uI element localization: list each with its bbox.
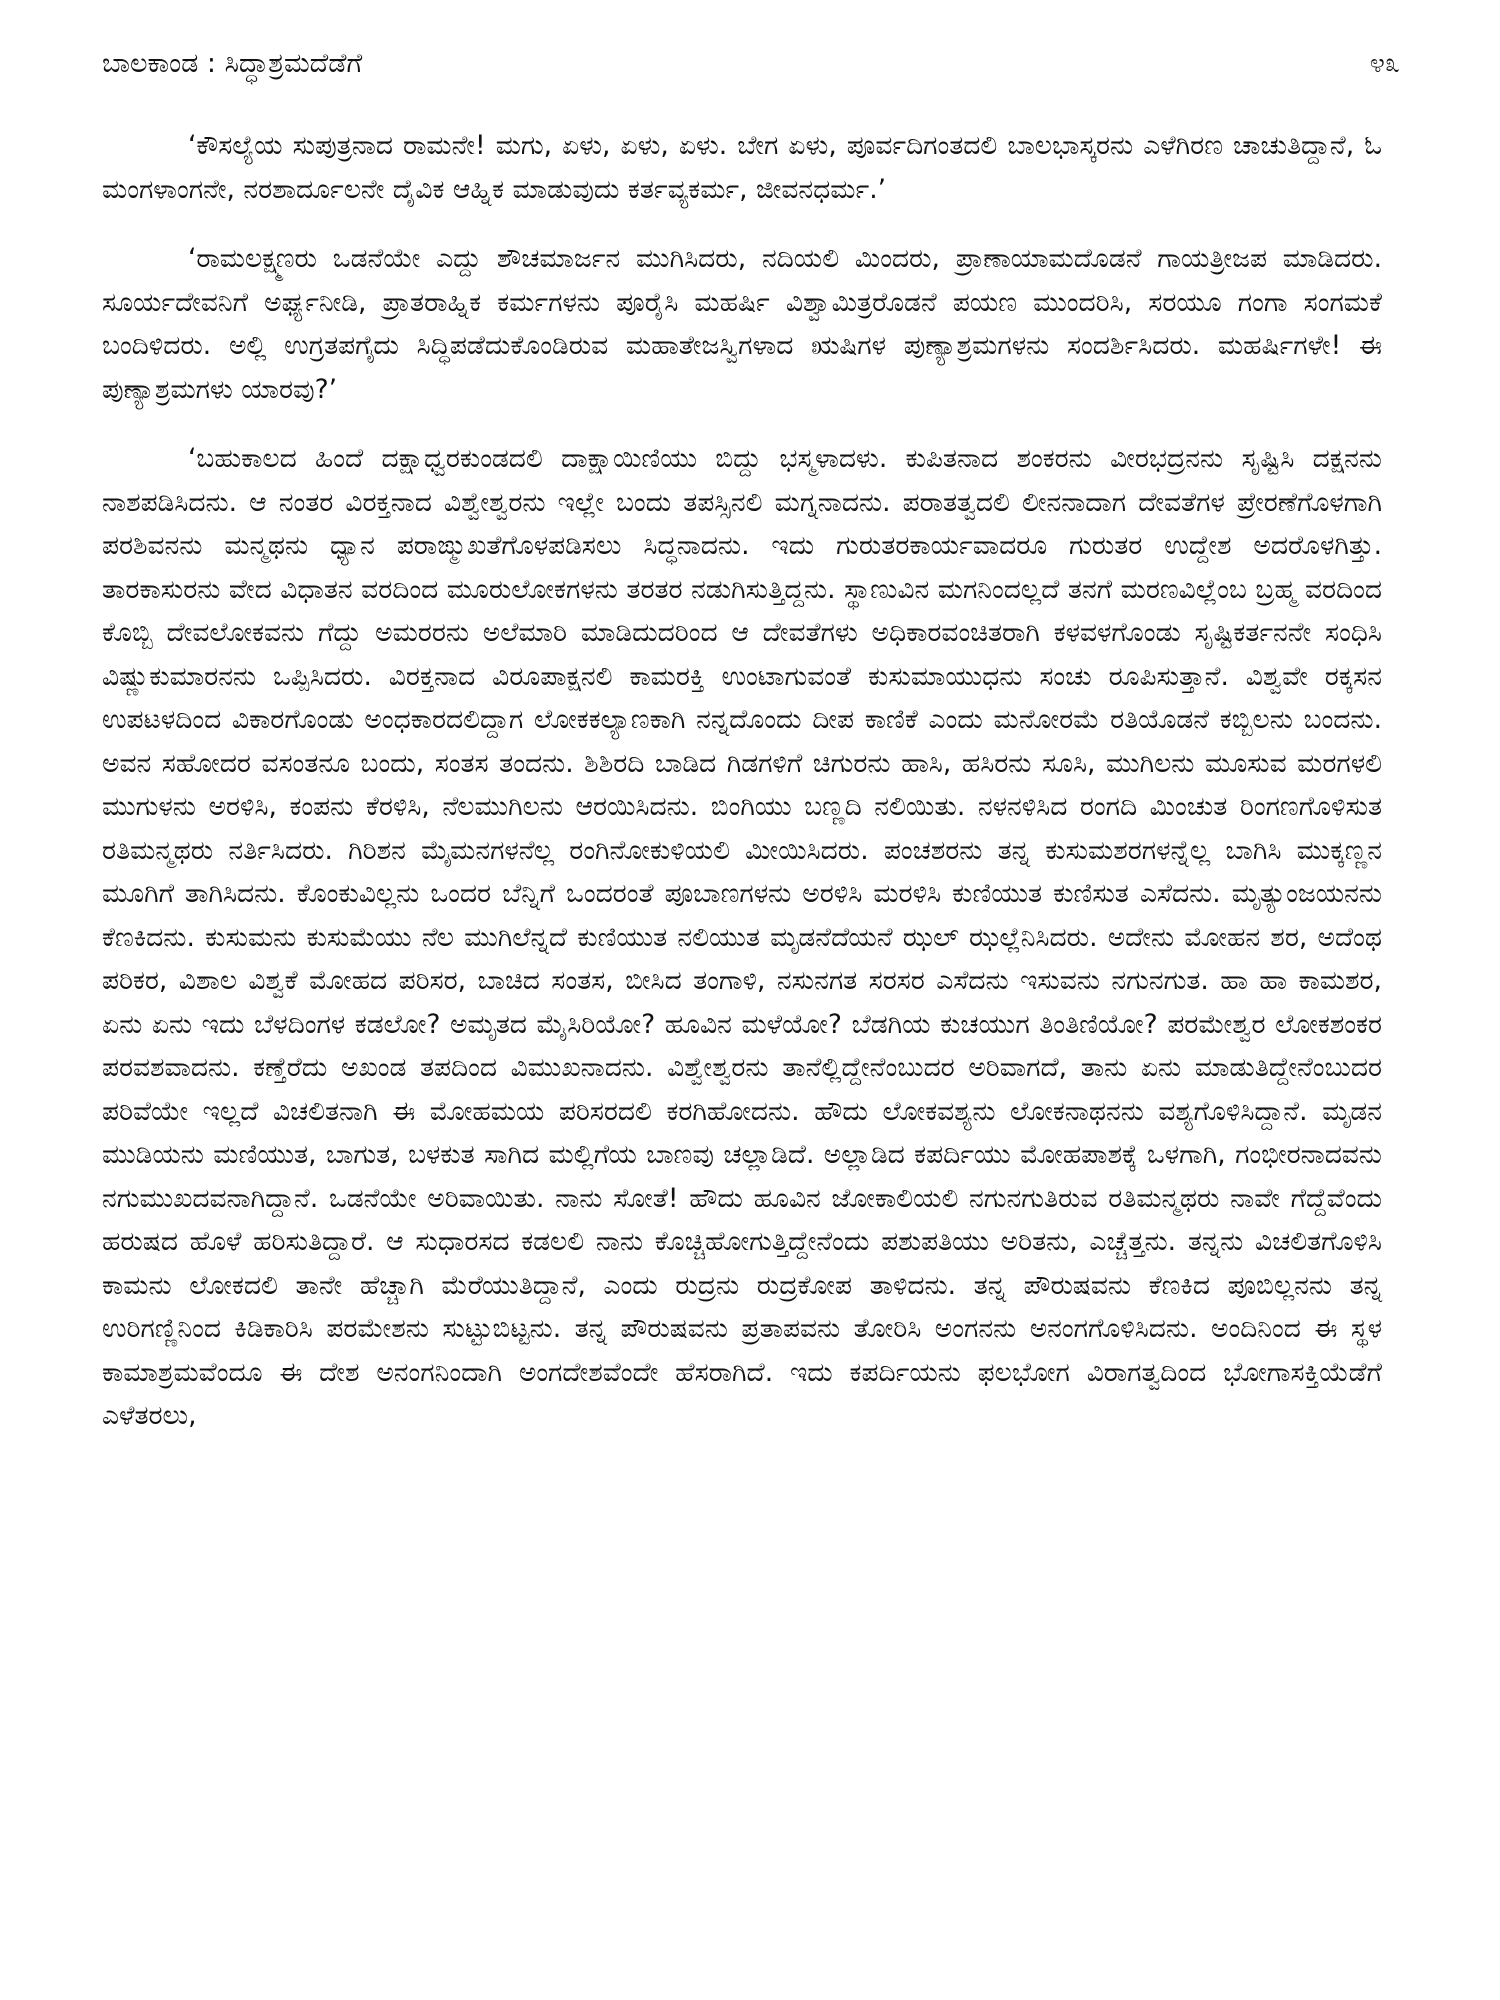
body-text xyxy=(102,124,1382,1438)
running-header xyxy=(102,44,1400,84)
page-number: ೪೩ xyxy=(1369,48,1400,79)
paragraph-3: ‘ಬಹುಕಾಲದ ಹಿಂದೆ ದಕ್ಷಾಧ್ವರಕುಂಡದಲಿ ದಾಕ್ಷಾಯಿಣಿಯು ಬಿದ್ದು ಭಸ್ಮಳಾದಳು. ಕುಪಿತನಾದ ಶಂಕರನು ವೀರಭದ್ರನನು ಸೃಷ್ಟಿಸಿ ದಕ್ಷನನು ನಾಶಪಡಿಸಿದನು. ಆ ನಂತರ ವಿರಕ್ತನಾದ ವಿಶ್ವೇಶ್ವರನು ಇಲ್ಲೇ ಬಂದು ತಪಸ್ಸಿನಲಿ ಮಗ್ನನಾದನು. ಪರಾತತ್ವದಲಿ ಲೀನನಾದಾಗ ದೇವತೆಗಳ ಪ್ರೇರಣೆಗೊಳಗಾಗಿ ಪರಶಿವನನು ಮನ್ಮಥನು ಧ್ಯಾನ ಪರಾಙ್ಮುಖತೆಗೊಳಪಡಿಸಲು ಸಿದ್ಧನಾದನು. ಇದು ಗುರುತರಕಾರ್ಯವಾದರೂ ಗುರುತರ ಉದ್ದೇಶ ಅದರೊಳಗಿತ್ತು. ತಾರಕಾಸುರನು ವೇದ ವಿಧಾತನ ವರದಿಂದ ಮೂರುಲೋಕಗಳನು ತರತರ ನಡುಗಿಸುತ್ತಿದ್ದನು. ಸ್ಥಾಣುವಿನ ಮಗನಿಂದಲ್ಲದೆ ತನಗೆ ಮರಣವಿಲ್ಲೆಂಬ ಬ್ರಹ್ಮ ವರದಿಂದ ಕೊಬ್ಬಿ ದೇವಲೋಕವನು ಗೆದ್ದು ಅಮರರನು ಅಲೆಮಾರಿ ಮಾಡಿದುದರಿಂದ ಆ ದೇವತೆಗಳು ಅಧಿಕಾರವಂಚಿತರಾಗಿ ಕಳವಳಗೊಂಡು ಸೃಷ್ಟಿಕರ್ತನನೇ ಸಂಧಿಸಿ ವಿಷ್ಣುಕುಮಾರನನು ಒಪ್ಪಿಸಿದರು. ವಿರಕ್ತನಾದ ವಿರೂಪಾಕ್ಷನಲಿ ಕಾಮರಕ್ತಿ ಉಂಟಾಗುವಂತೆ ಕುಸುಮಾಯುಧನು ಸಂಚು ರೂಪಿಸುತ್ತಾನೆ. ವಿಶ್ವವೇ ರಕ್ಕಸನ ಉಪಟಳದಿಂದ ವಿಕಾರಗೊಂಡು ಅಂಧಕಾರದಲಿದ್ದಾಗ ಲೋಕಕಲ್ಯಾಣಕಾಗಿ ನನ್ನದೊಂದು ದೀಪ ಕಾಣಿಕೆ ಎಂದು ಮನೋರಮೆ ರತಿಯೊಡನೆ ಕಬ್ಬಿಲನು ಬಂದನು. ಅವನ ಸಹೋದರ ವಸಂತನೂ ಬಂದು, ಸಂತಸ ತಂದನು. ಶಿಶಿರದಿ ಬಾಡಿದ ಗಿಡಗಳಿಗೆ ಚಿಗುರನು ಹಾಸಿ, ಹಸಿರನು ಸೂಸಿ, ಮುಗಿಲನು ಮೂಸುವ ಮರಗಳಲಿ ಮುಗುಳನು ಅರಳಿಸಿ, ಕಂಪನು ಕೆರಳಿಸಿ, ನೆಲಮುಗಿಲನು ಆರಯಿಸಿದನು. ಬಿಂಗಿಯು ಬಣ್ಣದಿ ನಲಿಯಿತು. ನಳನಳಿಸಿದ ರಂಗದಿ ಮಿಂಚುತ ರಿಂಗಣಗೊಳಿಸುತ ರತಿಮನ್ಮಥರು ನರ್ತಿಸಿದರು. ಗಿರಿಶನ ಮೈಮನಗಳನೆಲ್ಲ ರಂಗಿನೋಕುಳಿಯಲಿ ಮೀಯಿಸಿದರು. ಪಂಚಶರನು ತನ್ನ ಕುಸುಮಶರಗಳನ್ನೆಲ್ಲ ಬಾಗಿಸಿ ಮುಕ್ಕಣ್ಣನ ಮೂಗಿಗೆ ತಾಗಿಸಿದನು. ಕೊಂಕುವಿಲ್ಲನು ಒಂದರ ಬೆನ್ನಿಗೆ ಒಂದರಂತೆ ಪೂಬಾಣಗಳನು ಅರಳಿಸಿ ಮರಳಿಸಿ ಕುಣಿಯುತ ಕುಣಿಸುತ ಎಸೆದನು. ಮೃತ್ಯುಂಜಯನನು ಕೆಣಕಿದನು. ಕುಸುಮನು ಕುಸುಮೆಯು ನೆಲ ಮುಗಿಲೆನ್ನದೆ ಕುಣಿಯುತ ನಲಿಯುತ ಮೃಡನೆದೆಯನೆ ಝಲ್ ಝಲ್ಲೆನಿಸಿದರು. ಅದೇನು ಮೋಹನ ಶರ, ಅದೆಂಥ ಪರಿಕರ, ವಿಶಾಲ ವಿಶ್ವಕೆ ಮೋಹದ ಪರಿಸರ, ಬಾಚಿದ ಸಂತಸ, ಬೀಸಿದ ತಂಗಾಳಿ, ನಸುನಗತ ಸರಸರ ಎಸೆದನು ಇಸುವನು ನಗುನಗುತ. ಹಾ ಹಾ ಕಾಮಶರ, ಏನು ಏನು ಇದು ಬೆಳದಿಂಗಳ ಕಡಲೋ? ಅಮೃತದ ಮೈಸಿರಿಯೋ? ಹೂವಿನ ಮಳೆಯೋ? ಬೆಡಗಿಯ ಕುಚಯುಗ ತಿಂತಿಣಿಯೋ? ಪರಮೇಶ್ವರ ಲೋಕಶಂಕರ ಪರವಶವಾದನು. ಕಣ್ತೆರೆದು ಅಖಂಡ ತಪದಿಂದ ವಿಮುಖನಾದನು. ವಿಶ್ವೇಶ್ವರನು ತಾನೆಲ್ಲಿದ್ದೇನೆಂಬುದರ ಅರಿವಾಗದೆ, ತಾನು ಏನು ಮಾಡುತಿದ್ದೇನೆಂಬುದರ ಪರಿವೆಯೇ ಇಲ್ಲದೆ ವಿಚಲಿತನಾಗಿ ಈ ಮೋಹಮಯ ಪರಿಸರದಲಿ ಕರಗಿಹೋದನು. ಹೌದು ಲೋಕವಶ್ಯನು ಲೋಕನಾಥನನು ವಶ್ಯಗೊಳಿಸಿದ್ದಾನೆ. ಮೃಡನ ಮುಡಿಯನು ಮಣಿಯುತ, ಬಾಗುತ, ಬಳಕುತ ಸಾಗಿದ ಮಲ್ಲಿಗೆಯ ಬಾಣವು ಚಲ್ಲಾಡಿದೆ. ಅಲ್ಲಾಡಿದ ಕಪರ್ದಿಯು ಮೋಹಪಾಶಕ್ಕೆ ಒಳಗಾಗಿ, ಗಂಭೀರನಾದವನು ನಗುಮುಖದವನಾಗಿದ್ದಾನೆ. ಒಡನೆಯೇ ಅರಿವಾಯಿತು. ನಾನು ಸೋತೆ! ಹೌದು ಹೂವಿನ ಜೋಕಾಲಿಯಲಿ ನಗುನಗುತಿರುವ ರತಿಮನ್ಮಥರು ನಾವೇ ಗೆದ್ದೆವೆಂದು ಹರುಷದ ಹೊಳೆ ಹರಿಸುತಿದ್ದಾರೆ. ಆ ಸುಧಾರಸದ ಕಡಲಲಿ ನಾನು ಕೊಚ್ಚಿಹೋಗುತ್ತಿದ್ದೇನೆಂದು ಪಶುಪತಿಯು ಅರಿತನು, ಎಚ್ಚೆತ್ತನು. ತನ್ನನು ವಿಚಲಿತಗೊಳಿಸಿ ಕಾಮನು ಲೋಕದಲಿ ತಾನೇ ಹೆಚ್ಚಾಗಿ ಮೆರೆಯುತಿದ್ದಾನೆ, ಎಂದು ರುದ್ರನು ರುದ್ರಕೋಪ ತಾಳಿದನು. ತನ್ನ ಪೌರುಷವನು ಕೆಣಕಿದ ಪೂಬಿಲ್ಲನನು ತನ್ನ ಉರಿಗಣ್ಣಿನಿಂದ ಕಿಡಿಕಾರಿಸಿ ಪರಮೇಶನು ಸುಟ್ಟುಬಿಟ್ಟನು. ತನ್ನ ಪೌರುಷವನು ಪ್ರತಾಪವನು ತೋರಿಸಿ ಅಂಗನನು ಅನಂಗಗೊಳಿಸಿದನು. ಅಂದಿನಿಂದ ಈ ಸ್ಥಳ ಕಾಮಾಶ್ರಮವೆಂದೂ ಈ ದೇಶ ಅನಂಗನಿಂದಾಗಿ ಅಂಗದೇಶವೆಂದೇ ಹೆಸರಾಗಿದೆ. ಇದು ಕಪರ್ದಿಯನು ಫಲಭೋಗ ವಿರಾಗತ್ವದಿಂದ ಭೋಗಾಸಕ್ತಿಯೆಡೆಗೆ ಎಳೆತರಲು, xyxy=(102,443,1382,1431)
chapter-title: ಬಾಲಕಾಂಡ : ಸಿದ್ಧಾಶ್ರಮದೆಡೆಗೆ xyxy=(102,48,363,79)
paragraph-2: ‘ರಾಮಲಕ್ಷ್ಮಣರು ಒಡನೆಯೇ ಎದ್ದು ಶೌಚಮಾರ್ಜನ ಮುಗಿಸಿದರು, ನದಿಯಲಿ ಮಿಂದರು, ಪ್ರಾಣಾಯಾಮದೊಡನೆ ಗಾಯತ್ರೀಜಪ ಮಾಡಿದರು. ಸೂರ್ಯದೇವನಿಗೆ ಅರ್ಘ್ಯನೀಡಿ, ಪ್ರಾತರಾಹ್ನಿಕ ಕರ್ಮಗಳನು ಪೂರೈಸಿ ಮಹರ್ಷಿ ವಿಶ್ವಾಮಿತ್ರರೊಡನೆ ಪಯಣ ಮುಂದರಿಸಿ, ಸರಯೂ ಗಂಗಾ ಸಂಗಮಕೆ ಬಂದಿಳಿದರು. ಅಲ್ಲಿ ಉಗ್ರತಪಗೈದು ಸಿದ್ಧಿಪಡೆದುಕೊಂಡಿರುವ ಮಹಾತೇಜಸ್ವಿಗಳಾದ ಋಷಿಗಳ ಪುಣ್ಯಾಶ್ರಮಗಳನು ಸಂದರ್ಶಿಸಿದರು. ಮಹರ್ಷಿಗಳೇ! ಈ ಪುಣ್ಯಾಶ್ರಮಗಳು ಯಾರವು?’ xyxy=(102,243,1382,405)
paragraph-1: ‘ಕೌಸಲ್ಯೆಯ ಸುಪುತ್ರನಾದ ರಾಮನೇ! ಮಗು, ಏಳು, ಏಳು, ಏಳು. ಬೇಗ ಏಳು, ಪೂರ್ವದಿಗಂತದಲಿ ಬಾಲಭಾಸ್ಕರನು ಎಳೆಗಿರಣ ಚಾಚುತಿದ್ದಾನೆ, ಓ ಮಂಗಳಾಂಗನೇ, ನರಶಾರ್ದೂಲನೇ ದೈವಿಕ ಆಹ್ನಿಕ ಮಾಡುವುದು ಕರ್ತವ್ಯಕರ್ಮ, ಜೀವನಧರ್ಮ.’ xyxy=(102,130,1382,205)
